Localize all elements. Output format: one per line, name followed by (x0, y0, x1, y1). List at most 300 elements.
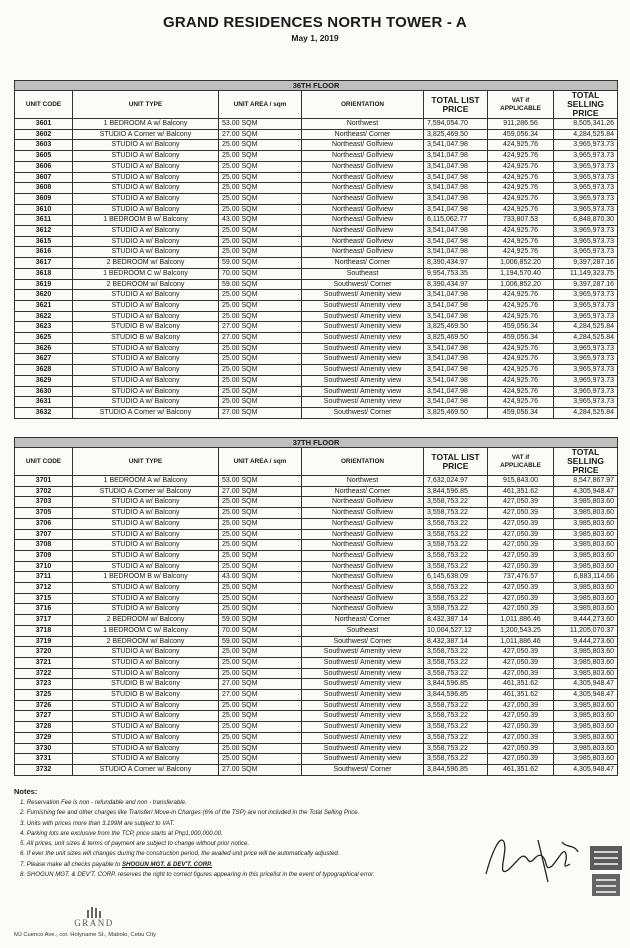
total-list-price-cell: 8,390,434.97 (424, 258, 488, 269)
total-list-price-cell: 3,541,047.98 (424, 386, 488, 397)
orientation-cell: Southwest/ Amenity view (302, 668, 424, 679)
table-row (15, 743, 618, 754)
header-total-selling-price: TOTAL SELLING PRICE (554, 448, 618, 476)
unit-area-cell: 27.00 SQM (219, 764, 302, 775)
vat-cell: 737,476.57 (488, 572, 554, 583)
total-list-price-cell: 3,558,753.22 (424, 561, 488, 572)
unit-type-cell: STUDIO A w/ Balcony (73, 657, 219, 668)
table-row (15, 397, 618, 408)
unit-type-cell: 2 BEDROOM w/ Balcony (73, 258, 219, 269)
unit-code-cell: 3709 (15, 550, 73, 561)
unit-code-cell: 3632 (15, 407, 73, 418)
document-date: May 1, 2019 (291, 33, 339, 43)
unit-code-cell: 3626 (15, 343, 73, 354)
unit-code-cell: 3609 (15, 193, 73, 204)
orientation-cell: Northeast/ Golfview (302, 204, 424, 215)
unit-type-cell: STUDIO A w/ Balcony (73, 300, 219, 311)
unit-code-cell: 3723 (15, 679, 73, 690)
unit-area-cell: 25.00 SQM (219, 540, 302, 551)
header-total-list-price: TOTAL LIST PRICE (424, 448, 488, 476)
total-selling-price-cell: 3,985,803.60 (554, 529, 618, 540)
vat-cell: 424,925.76 (488, 397, 554, 408)
unit-type-cell: STUDIO A w/ Balcony (73, 604, 219, 615)
orientation-cell: Northeast/ Golfview (302, 561, 424, 572)
vat-cell: 915,843.00 (488, 476, 554, 487)
total-list-price-cell: 3,558,753.22 (424, 743, 488, 754)
table-row (15, 172, 618, 183)
unit-area-cell: 59.00 SQM (219, 615, 302, 626)
unit-code-cell: 3728 (15, 722, 73, 733)
total-list-price-cell: 10,004,527.12 (424, 625, 488, 636)
unit-code-cell: 3615 (15, 236, 73, 247)
orientation-cell: Northeast/ Corner (302, 258, 424, 269)
unit-area-cell: 25.00 SQM (219, 236, 302, 247)
total-selling-price-cell: 4,284,525.84 (554, 333, 618, 344)
total-list-price-cell: 3,558,753.22 (424, 550, 488, 561)
vat-cell: 424,925.76 (488, 161, 554, 172)
note-item: 8. SHOGUN MGT. & DEV'T. CORP. reserves the right to correct figures appearing in this pricelist in the event of typographical error. (20, 871, 375, 879)
unit-type-cell: 2 BEDROOM w/ Balcony (73, 636, 219, 647)
unit-area-cell: 59.00 SQM (219, 279, 302, 290)
total-list-price-cell: 3,825,469.50 (424, 129, 488, 140)
unit-code-cell: 3610 (15, 204, 73, 215)
vat-cell: 424,925.76 (488, 151, 554, 162)
unit-area-cell: 59.00 SQM (219, 636, 302, 647)
unit-code-cell: 3720 (15, 647, 73, 658)
unit-code-cell: 3730 (15, 743, 73, 754)
total-list-price-cell: 3,825,469.50 (424, 407, 488, 418)
total-selling-price-cell: 3,985,803.60 (554, 583, 618, 594)
unit-type-cell: STUDIO A w/ Balcony (73, 647, 219, 658)
note-item: 6. If ever the unit sizes will changes during the construction period, the availed unit price will be automatically adjusted. (20, 850, 340, 858)
table-row (15, 561, 618, 572)
unit-area-cell: 25.00 SQM (219, 722, 302, 733)
total-list-price-cell: 3,541,047.98 (424, 151, 488, 162)
unit-code-cell: 3621 (15, 300, 73, 311)
payee-company: SHOGUN MGT. & DEV'T. CORP. (121, 860, 213, 868)
table-row (15, 636, 618, 647)
table-row (15, 518, 618, 529)
vat-cell: 424,925.76 (488, 226, 554, 237)
unit-area-cell: 25.00 SQM (219, 226, 302, 237)
total-selling-price-cell: 3,965,973.73 (554, 226, 618, 237)
total-list-price-cell: 8,432,387.14 (424, 636, 488, 647)
unit-type-cell: STUDIO A w/ Balcony (73, 711, 219, 722)
unit-code-cell: 3706 (15, 518, 73, 529)
total-list-price-cell: 3,541,047.98 (424, 226, 488, 237)
unit-type-cell: STUDIO A w/ Balcony (73, 732, 219, 743)
unit-code-cell: 3729 (15, 732, 73, 743)
total-list-price-cell: 3,558,753.22 (424, 754, 488, 765)
unit-code-cell: 3612 (15, 226, 73, 237)
header-unit-type: UNIT TYPE (73, 91, 219, 119)
total-selling-price-cell: 8,505,341.26 (554, 119, 618, 130)
total-list-price-cell: 3,541,047.98 (424, 375, 488, 386)
unit-area-cell: 25.00 SQM (219, 647, 302, 658)
total-list-price-cell: 3,541,047.98 (424, 183, 488, 194)
total-list-price-cell: 3,558,753.22 (424, 518, 488, 529)
table-row (15, 268, 618, 279)
unit-type-cell: STUDIO A w/ Balcony (73, 386, 219, 397)
total-list-price-cell: 3,558,753.22 (424, 657, 488, 668)
vat-cell: 427,050.39 (488, 700, 554, 711)
unit-type-cell: STUDIO A w/ Balcony (73, 161, 219, 172)
table-row (15, 247, 618, 258)
unit-code-cell: 3630 (15, 386, 73, 397)
unit-type-cell: STUDIO A w/ Balcony (73, 343, 219, 354)
table-row (15, 476, 618, 487)
total-list-price-cell: 3,541,047.98 (424, 397, 488, 408)
table-row (15, 722, 618, 733)
vat-cell: 424,925.76 (488, 375, 554, 386)
total-selling-price-cell: 3,965,973.73 (554, 290, 618, 301)
unit-code-cell: 3732 (15, 764, 73, 775)
total-selling-price-cell: 3,965,973.73 (554, 375, 618, 386)
orientation-cell: Northeast/ Golfview (302, 540, 424, 551)
unit-code-cell: 3608 (15, 183, 73, 194)
unit-area-cell: 25.00 SQM (219, 386, 302, 397)
header-vat: VAT if APPLICABLE (488, 448, 554, 476)
unit-area-cell: 43.00 SQM (219, 215, 302, 226)
vat-cell: 424,925.76 (488, 247, 554, 258)
orientation-cell: Southwest/ Amenity view (302, 397, 424, 408)
total-selling-price-cell: 3,965,973.73 (554, 151, 618, 162)
total-list-price-cell: 3,825,469.50 (424, 322, 488, 333)
vat-cell: 427,050.39 (488, 754, 554, 765)
vat-cell: 459,056.34 (488, 129, 554, 140)
unit-area-cell: 25.00 SQM (219, 183, 302, 194)
total-selling-price-cell: 3,985,803.60 (554, 604, 618, 615)
unit-type-cell: STUDIO A w/ Balcony (73, 204, 219, 215)
orientation-cell: Southwest/ Amenity view (302, 333, 424, 344)
total-selling-price-cell: 3,965,973.73 (554, 161, 618, 172)
unit-area-cell: 25.00 SQM (219, 593, 302, 604)
vat-cell: 424,925.76 (488, 172, 554, 183)
unit-area-cell: 25.00 SQM (219, 732, 302, 743)
orientation-cell: Southwest/ Amenity view (302, 690, 424, 701)
unit-area-cell: 27.00 SQM (219, 486, 302, 497)
total-selling-price-cell: 3,985,803.60 (554, 561, 618, 572)
unit-code-cell: 3712 (15, 583, 73, 594)
unit-type-cell: 1 BEDROOM A w/ Balcony (73, 476, 219, 487)
unit-type-cell: STUDIO A w/ Balcony (73, 700, 219, 711)
vat-cell: 427,050.39 (488, 518, 554, 529)
orientation-cell: Northeast/ Golfview (302, 151, 424, 162)
total-selling-price-cell: 3,985,803.60 (554, 540, 618, 551)
unit-code-cell: 3707 (15, 529, 73, 540)
total-selling-price-cell: 3,965,973.73 (554, 365, 618, 376)
table-row (15, 690, 618, 701)
unit-type-cell: STUDIO A w/ Balcony (73, 561, 219, 572)
orientation-cell: Southwest/ Amenity view (302, 290, 424, 301)
note-item: 3. Units with prices more than 3.199M are subject to VAT. (20, 819, 175, 827)
logo-bars-icon (84, 906, 104, 918)
document-title: GRAND RESIDENCES NORTH TOWER - A (163, 14, 467, 31)
vat-cell: 424,925.76 (488, 204, 554, 215)
table-row (15, 657, 618, 668)
unit-code-cell: 3605 (15, 151, 73, 162)
unit-area-cell: 25.00 SQM (219, 204, 302, 215)
unit-type-cell: STUDIO A w/ Balcony (73, 226, 219, 237)
orientation-cell: Northeast/ Corner (302, 615, 424, 626)
total-selling-price-cell: 3,965,973.73 (554, 386, 618, 397)
total-selling-price-cell: 6,883,114.66 (554, 572, 618, 583)
unit-area-cell: 70.00 SQM (219, 268, 302, 279)
total-list-price-cell: 3,558,753.22 (424, 647, 488, 658)
unit-type-cell: STUDIO B w/ Balcony (73, 333, 219, 344)
unit-code-cell: 3618 (15, 268, 73, 279)
unit-type-cell: STUDIO A Corner w/ Balcony (73, 486, 219, 497)
header-orientation: ORIENTATION (302, 91, 424, 119)
unit-code-cell: 3701 (15, 476, 73, 487)
unit-area-cell: 25.00 SQM (219, 561, 302, 572)
table-row (15, 290, 618, 301)
vat-cell: 427,050.39 (488, 604, 554, 615)
unit-type-cell: STUDIO A w/ Balcony (73, 743, 219, 754)
header-total-list-price: TOTAL LIST PRICE (424, 91, 488, 119)
vat-cell: 424,925.76 (488, 183, 554, 194)
orientation-cell: Northeast/ Golfview (302, 583, 424, 594)
vat-cell: 459,056.34 (488, 322, 554, 333)
orientation-cell: Northeast/ Golfview (302, 183, 424, 194)
orientation-cell: Southwest/ Amenity view (302, 647, 424, 658)
vat-cell: 1,006,852.20 (488, 258, 554, 269)
unit-area-cell: 25.00 SQM (219, 290, 302, 301)
total-list-price-cell: 8,432,387.14 (424, 615, 488, 626)
table-row (15, 204, 618, 215)
unit-code-cell: 3628 (15, 365, 73, 376)
header-unit-area: UNIT AREA / sqm (219, 448, 302, 476)
vat-cell: 427,050.39 (488, 647, 554, 658)
unit-type-cell: STUDIO A w/ Balcony (73, 290, 219, 301)
vat-cell: 424,925.76 (488, 311, 554, 322)
vat-cell: 424,925.76 (488, 343, 554, 354)
stamp-mark (586, 842, 626, 902)
orientation-cell: Northeast/ Golfview (302, 215, 424, 226)
orientation-cell: Southwest/ Amenity view (302, 375, 424, 386)
total-selling-price-cell: 3,985,803.60 (554, 722, 618, 733)
unit-code-cell: 3622 (15, 311, 73, 322)
table-row (15, 486, 618, 497)
unit-type-cell: STUDIO A w/ Balcony (73, 583, 219, 594)
table-row (15, 732, 618, 743)
unit-code-cell: 3703 (15, 497, 73, 508)
vat-cell: 427,050.39 (488, 529, 554, 540)
vat-cell: 427,050.39 (488, 540, 554, 551)
orientation-cell: Northeast/ Corner (302, 129, 424, 140)
total-list-price-cell: 6,145,638.09 (424, 572, 488, 583)
orientation-cell: Southwest/ Amenity view (302, 343, 424, 354)
orientation-cell: Northeast/ Golfview (302, 247, 424, 258)
orientation-cell: Northeast/ Golfview (302, 604, 424, 615)
header-unit-type: UNIT TYPE (73, 448, 219, 476)
orientation-cell: Southwest/ Corner (302, 407, 424, 418)
unit-code-cell: 3620 (15, 290, 73, 301)
unit-area-cell: 25.00 SQM (219, 657, 302, 668)
unit-code-cell: 3722 (15, 668, 73, 679)
unit-code-cell: 3631 (15, 397, 73, 408)
unit-type-cell: STUDIO A w/ Balcony (73, 311, 219, 322)
total-selling-price-cell: 3,965,973.73 (554, 354, 618, 365)
unit-type-cell: STUDIO A w/ Balcony (73, 518, 219, 529)
unit-type-cell: STUDIO B w/ Balcony (73, 690, 219, 701)
orientation-cell: Northeast/ Golfview (302, 140, 424, 151)
table-row (15, 540, 618, 551)
orientation-cell: Southwest/ Corner (302, 636, 424, 647)
price-table-36th-floor (14, 80, 618, 419)
vat-cell: 461,351.62 (488, 486, 554, 497)
unit-type-cell: STUDIO A w/ Balcony (73, 722, 219, 733)
unit-area-cell: 25.00 SQM (219, 518, 302, 529)
unit-type-cell: STUDIO A w/ Balcony (73, 593, 219, 604)
table-row (15, 647, 618, 658)
unit-type-cell: STUDIO A w/ Balcony (73, 183, 219, 194)
vat-cell: 427,050.39 (488, 668, 554, 679)
total-list-price-cell: 3,541,047.98 (424, 300, 488, 311)
unit-type-cell: 1 BEDROOM C w/ Balcony (73, 625, 219, 636)
total-selling-price-cell: 3,985,803.60 (554, 668, 618, 679)
unit-type-cell: STUDIO A w/ Balcony (73, 529, 219, 540)
total-list-price-cell: 3,558,753.22 (424, 700, 488, 711)
total-selling-price-cell: 3,965,973.73 (554, 193, 618, 204)
unit-code-cell: 3606 (15, 161, 73, 172)
unit-code-cell: 3708 (15, 540, 73, 551)
total-list-price-cell: 3,541,047.98 (424, 343, 488, 354)
table-row (15, 754, 618, 765)
total-list-price-cell: 3,541,047.98 (424, 365, 488, 376)
total-selling-price-cell: 9,397,287.16 (554, 279, 618, 290)
table-row (15, 407, 618, 418)
unit-area-cell: 27.00 SQM (219, 690, 302, 701)
unit-type-cell: STUDIO A w/ Balcony (73, 151, 219, 162)
unit-area-cell: 25.00 SQM (219, 550, 302, 561)
unit-code-cell: 3601 (15, 119, 73, 130)
unit-type-cell: STUDIO A w/ Balcony (73, 668, 219, 679)
table-row (15, 700, 618, 711)
note-item: 4. Parking lots are exclusive from the TCP, price starts at Php1,000,000.00. (20, 829, 223, 837)
total-list-price-cell: 3,558,753.22 (424, 732, 488, 743)
total-list-price-cell: 3,844,596.85 (424, 486, 488, 497)
total-selling-price-cell: 3,985,803.60 (554, 647, 618, 658)
vat-cell: 459,056.34 (488, 333, 554, 344)
table-row (15, 226, 618, 237)
table-row (15, 343, 618, 354)
total-selling-price-cell: 3,985,803.60 (554, 518, 618, 529)
vat-cell: 427,050.39 (488, 593, 554, 604)
unit-code-cell: 3705 (15, 508, 73, 519)
note-item: 5. All prices, unit sizes & terms of payment are subject to change without prior notice. (20, 840, 250, 848)
vat-cell: 424,925.76 (488, 386, 554, 397)
orientation-cell: Northeast/ Corner (302, 486, 424, 497)
header-vat: VAT if APPLICABLE (488, 91, 554, 119)
unit-code-cell: 3710 (15, 561, 73, 572)
unit-code-cell: 3702 (15, 486, 73, 497)
vat-cell: 1,011,886.46 (488, 615, 554, 626)
table-row (15, 529, 618, 540)
total-selling-price-cell: 4,305,948.47 (554, 764, 618, 775)
unit-type-cell: STUDIO B w/ Balcony (73, 679, 219, 690)
orientation-cell: Northwest (302, 476, 424, 487)
total-list-price-cell: 3,558,753.22 (424, 497, 488, 508)
unit-code-cell: 3721 (15, 657, 73, 668)
total-list-price-cell: 3,558,753.22 (424, 508, 488, 519)
header-unit-code: UNIT CODE (15, 448, 73, 476)
notes-heading: Notes: (14, 787, 38, 796)
orientation-cell: Southwest/ Amenity view (302, 311, 424, 322)
total-list-price-cell: 3,541,047.98 (424, 311, 488, 322)
note-item: 1. Reservation Fee is non - refundable and non - transferable. (20, 799, 187, 806)
total-list-price-cell: 3,541,047.98 (424, 204, 488, 215)
unit-area-cell: 25.00 SQM (219, 172, 302, 183)
vat-cell: 427,050.39 (488, 508, 554, 519)
vat-cell: 1,194,570.40 (488, 268, 554, 279)
vat-cell: 427,050.39 (488, 550, 554, 561)
total-selling-price-cell: 3,965,973.73 (554, 343, 618, 354)
total-selling-price-cell: 11,149,323.75 (554, 268, 618, 279)
unit-code-cell: 3603 (15, 140, 73, 151)
total-list-price-cell: 3,541,047.98 (424, 354, 488, 365)
unit-type-cell: 1 BEDROOM A w/ Balcony (73, 119, 219, 130)
floor-label: 36TH FLOOR (15, 81, 618, 91)
unit-type-cell: 2 BEDROOM w/ Balcony (73, 279, 219, 290)
table-row (15, 311, 618, 322)
orientation-cell: Northwest (302, 119, 424, 130)
table-row (15, 119, 618, 130)
unit-type-cell: STUDIO A w/ Balcony (73, 365, 219, 376)
unit-area-cell: 25.00 SQM (219, 375, 302, 386)
vat-cell: 427,050.39 (488, 583, 554, 594)
unit-area-cell: 25.00 SQM (219, 365, 302, 376)
unit-area-cell: 27.00 SQM (219, 333, 302, 344)
orientation-cell: Southwest/ Amenity view (302, 300, 424, 311)
unit-area-cell: 70.00 SQM (219, 625, 302, 636)
table-row (15, 333, 618, 344)
unit-code-cell: 3719 (15, 636, 73, 647)
table-row (15, 151, 618, 162)
vat-cell: 1,006,852.20 (488, 279, 554, 290)
unit-code-cell: 3726 (15, 700, 73, 711)
total-list-price-cell: 3,844,596.85 (424, 679, 488, 690)
table-row (15, 322, 618, 333)
total-list-price-cell: 3,825,469.50 (424, 333, 488, 344)
unit-area-cell: 25.00 SQM (219, 343, 302, 354)
unit-code-cell: 3727 (15, 711, 73, 722)
table-row (15, 497, 618, 508)
orientation-cell: Northeast/ Golfview (302, 226, 424, 237)
unit-code-cell: 3711 (15, 572, 73, 583)
unit-type-cell: 2 BEDROOM w/ Balcony (73, 615, 219, 626)
unit-area-cell: 25.00 SQM (219, 311, 302, 322)
vat-cell: 733,807.53 (488, 215, 554, 226)
unit-area-cell: 25.00 SQM (219, 151, 302, 162)
unit-type-cell: STUDIO A Corner w/ Balcony (73, 764, 219, 775)
unit-area-cell: 53.00 SQM (219, 476, 302, 487)
unit-code-cell: 3602 (15, 129, 73, 140)
orientation-cell: Southwest/ Amenity view (302, 722, 424, 733)
table-row (15, 615, 618, 626)
vat-cell: 424,925.76 (488, 354, 554, 365)
unit-code-cell: 3718 (15, 625, 73, 636)
vat-cell: 424,925.76 (488, 193, 554, 204)
total-selling-price-cell: 3,985,803.60 (554, 657, 618, 668)
table-row (15, 236, 618, 247)
orientation-cell: Southwest/ Corner (302, 764, 424, 775)
table-row (15, 583, 618, 594)
total-selling-price-cell: 9,444,273.60 (554, 615, 618, 626)
total-selling-price-cell: 3,965,973.73 (554, 172, 618, 183)
total-selling-price-cell: 3,985,803.60 (554, 508, 618, 519)
table-row (15, 161, 618, 172)
